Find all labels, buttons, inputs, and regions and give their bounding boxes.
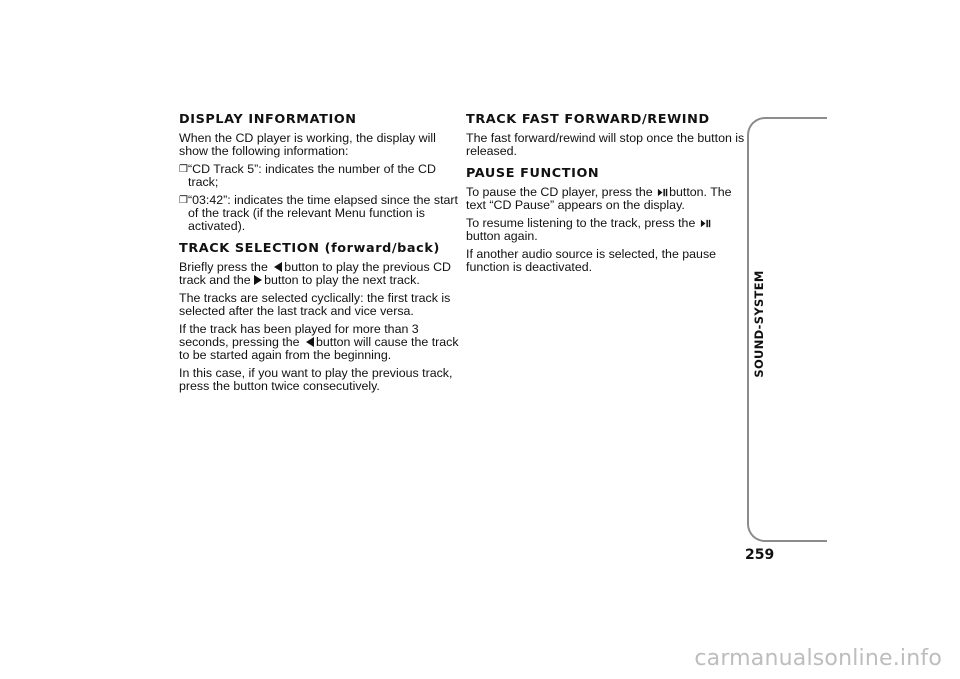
paragraph-pause bbox=[466, 186, 746, 212]
bullet-box-icon: ❒ bbox=[179, 164, 188, 175]
text-run: If the track has been played for more than 3 seconds, pressing the bbox=[179, 322, 419, 349]
text-run: button. The text “CD Pause” appears on the display. bbox=[466, 185, 732, 212]
previous-track-icon bbox=[306, 337, 314, 347]
paragraph-other-source: If another audio source is selected, the pause function is deactivated. bbox=[466, 247, 717, 274]
text-run: button to play the previous CD track and the bbox=[179, 260, 451, 287]
text-run: To resume listening to the track, press the bbox=[466, 216, 696, 230]
section-tab-text: SOUND-SYSTEM bbox=[752, 270, 766, 378]
paragraph-resume bbox=[466, 217, 746, 243]
paragraph-brief-press bbox=[179, 261, 459, 287]
paragraph-cyclic: The tracks are selected cyclically: the first track is selected after the last track and vice versa. bbox=[179, 291, 451, 318]
text-run: button to play the next track. bbox=[264, 273, 420, 287]
paragraph-restart bbox=[179, 323, 459, 362]
left-column bbox=[179, 112, 459, 398]
text-run: To pause the CD player, press the bbox=[466, 185, 653, 199]
display-information-heading: DISPLAY INFORMATION bbox=[179, 112, 357, 127]
list-item bbox=[179, 194, 459, 233]
fast-forward-text: The fast forward/rewind will stop once the button is released. bbox=[466, 131, 745, 158]
page-number: 259 bbox=[745, 547, 775, 563]
bullet-box-icon: ❒ bbox=[179, 195, 188, 206]
play-pause-icon bbox=[700, 218, 711, 229]
track-selection-heading: TRACK SELECTION (forward/back) bbox=[179, 241, 440, 256]
list-item bbox=[179, 163, 459, 189]
next-track-icon bbox=[254, 275, 262, 285]
bullet-text: “CD Track 5”: indicates the number of the CD track; bbox=[188, 162, 436, 189]
text-run: Briefly press the bbox=[179, 260, 268, 274]
watermark: carmanualsonline.info bbox=[694, 646, 942, 671]
pause-function-heading: PAUSE FUNCTION bbox=[466, 166, 600, 181]
paragraph-previous-track: In this case, if you want to play the previous track, press the button twice consecutively. bbox=[179, 366, 453, 393]
previous-track-icon bbox=[274, 262, 282, 272]
text-run: button will cause the track to be started again from the beginning. bbox=[179, 335, 459, 362]
text-run: button again. bbox=[466, 229, 538, 243]
play-pause-icon bbox=[657, 187, 668, 198]
bullet-text: “03:42”: indicates the time elapsed since the start of the track (if the relevant Menu function is activated). bbox=[188, 193, 458, 233]
display-intro: When the CD player is working, the display will show the following information: bbox=[179, 131, 436, 158]
fast-forward-heading: TRACK FAST FORWARD/REWIND bbox=[466, 112, 710, 127]
right-column bbox=[466, 112, 746, 279]
